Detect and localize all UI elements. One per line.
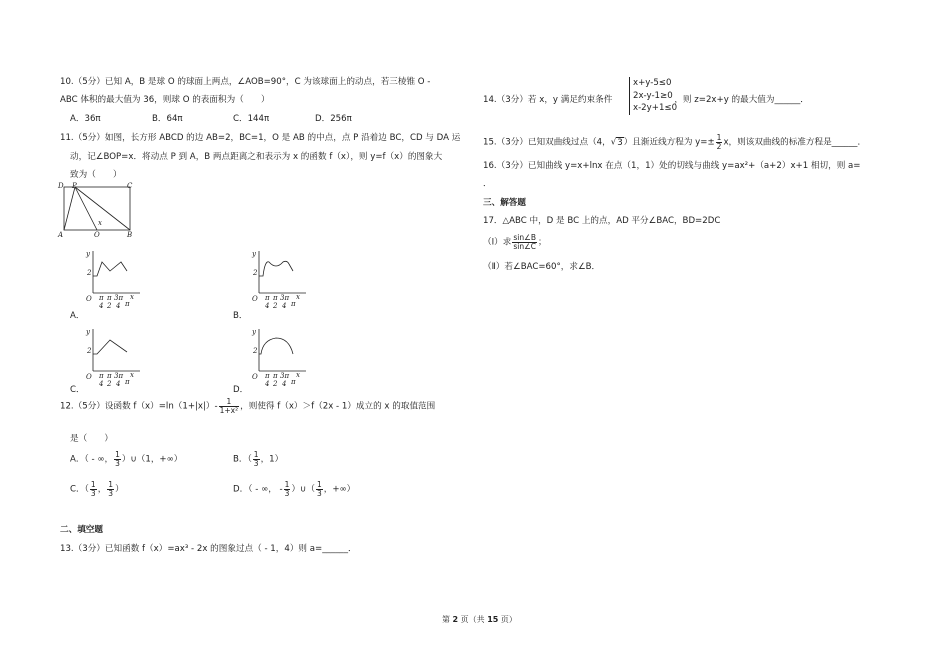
svg-text:O: O (252, 295, 258, 303)
svg-text:y: y (86, 250, 90, 258)
page-footer: 第 2 页（共 15 页） (442, 615, 517, 624)
q10-line2: ABC 体积的最大值为 36，则球 O 的表面积为（ ） (60, 95, 270, 105)
svg-text:2: 2 (273, 380, 278, 388)
label-p: P (72, 182, 77, 190)
svg-text:π: π (107, 294, 112, 302)
q11-label-c: C． (70, 385, 85, 395)
svg-text:2: 2 (273, 302, 278, 310)
svg-text:3π: 3π (280, 372, 290, 380)
svg-text:4: 4 (116, 302, 121, 310)
svg-text:π: π (99, 294, 104, 302)
svg-text:x: x (296, 371, 300, 379)
graph-option-a (84, 248, 148, 310)
q17-part2: （Ⅱ）若∠BAC=60°，求∠B． (483, 262, 601, 272)
svg-text:2: 2 (253, 347, 258, 355)
q12-option-d: D．（ - ∞， - $\frac{1}{3}$ ）∪（ $\frac{1}{3}$ ，+∞） (233, 480, 356, 498)
svg-text:2: 2 (87, 269, 92, 277)
label-o: O (94, 231, 100, 238)
svg-text:4: 4 (282, 302, 287, 310)
svg-text:y: y (252, 328, 256, 336)
label-a: A (58, 231, 64, 238)
svg-text:3π: 3π (114, 294, 124, 302)
label-d: D (58, 182, 64, 190)
svg-text:2: 2 (107, 380, 112, 388)
q15: 15.（3分）已知双曲线过点（4，√3）且渐近线方程为 y=± $\frac{1}{2}$ x，则该双曲线的标准方程是______． (483, 133, 867, 151)
label-c: C (127, 182, 133, 190)
svg-text:2: 2 (253, 269, 258, 277)
svg-text:4: 4 (116, 380, 121, 388)
q11-line2: 动，记∠BOP=x．将动点 P 到 A，B 两点距离之和表示为 x 的函数 f（x），则 y=f（x）的图象大 (70, 152, 443, 162)
q12-line1: 12.（5分）设函数 f（x）=ln（1+|x|）- $\frac{1}{\text{1+x²}}$ ，则使得 f（x）＞f（2x - 1）成立的 x 的取值范围 (60, 397, 436, 415)
svg-text:2: 2 (87, 347, 92, 355)
q16-line1: 16.（3分）已知曲线 y=x+lnx 在点（1，1）处的切线与曲线 y=ax²+（a+2）x+1 相切，则 a= (483, 161, 861, 171)
svg-text:y: y (86, 328, 90, 336)
q14-constraints: x+y-5≤0 2x-y-1≥0 x-2y+1≤0 (629, 77, 677, 115)
q10-option-d: D．256π (315, 114, 352, 124)
svg-text:π: π (125, 300, 130, 308)
svg-text:π: π (273, 294, 278, 302)
graph-option-c (84, 326, 148, 388)
q11-label-b: B． (233, 311, 248, 321)
svg-text:2: 2 (107, 302, 112, 310)
svg-text:π: π (265, 294, 270, 302)
svg-text:π: π (265, 372, 270, 380)
graph-option-d (250, 326, 314, 388)
q11-line3: 致为（ ） (70, 170, 122, 180)
q10-line1: 10.（5分）已知 A，B 是球 O 的球面上两点，∠AOB=90°，C 为该球面上的动点，若三棱锥 O - (60, 77, 431, 87)
svg-text:π: π (99, 372, 104, 380)
q12-option-c: C．（ $\frac{1}{3}$ ， $\frac{1}{3}$ ） (70, 480, 124, 498)
svg-text:3π: 3π (114, 372, 124, 380)
svg-text:O: O (252, 373, 258, 381)
q10-option-b: B．64π (152, 114, 183, 124)
rectangle-figure (56, 180, 140, 238)
svg-text:x: x (296, 293, 300, 301)
svg-text:x: x (130, 293, 134, 301)
svg-text:π: π (125, 378, 130, 386)
svg-text:y: y (252, 250, 256, 258)
q16-line2: ． (483, 179, 492, 189)
q10-option-c: C．144π (233, 114, 270, 124)
q17-line1: 17．△ABC 中，D 是 BC 上的点，AD 平分∠BAC，BD=2DC (483, 216, 721, 226)
svg-text:π: π (291, 300, 296, 308)
svg-text:O: O (86, 295, 92, 303)
svg-text:π: π (291, 378, 296, 386)
svg-text:4: 4 (282, 380, 287, 388)
q14: 14.（3分）若 x，y 满足约束条件 ，则 z=2x+y 的最大值为______． (483, 95, 809, 105)
q10-option-a: A．36π (70, 114, 101, 124)
q12-option-a: A．（ - ∞， $\frac{1}{3}$ ）∪（1，+∞） (70, 450, 183, 468)
svg-text:x: x (130, 371, 134, 379)
svg-text:4: 4 (265, 380, 270, 388)
graph-option-b (250, 248, 314, 310)
svg-text:4: 4 (265, 302, 270, 310)
section-fill-blank: 二、填空题 (60, 525, 103, 535)
svg-text:4: 4 (99, 302, 104, 310)
svg-text:4: 4 (99, 380, 104, 388)
svg-text:3π: 3π (280, 294, 290, 302)
q11-label-d: D． (233, 385, 249, 395)
svg-text:π: π (273, 372, 278, 380)
q12-option-b: B．（ $\frac{1}{3}$ ，1） (233, 450, 284, 468)
svg-text:O: O (86, 373, 92, 381)
q11-label-a: A． (70, 311, 85, 321)
q11-line1: 11.（5分）如图，长方形 ABCD 的边 AB=2，BC=1，O 是 AB 的中点，点 P 沿着边 BC，CD 与 DA 运 (60, 133, 461, 143)
q13: 13.（3分）已知函数 f（x）=ax³ - 2x 的图象过点（ - 1，4）则 a=______． (60, 544, 357, 554)
q17-part1: （Ⅰ）求 $\frac{\sin\angle B}{\sin\angle C}$ ； (483, 233, 547, 251)
label-b: B (127, 231, 133, 238)
label-x: x (98, 219, 102, 227)
svg-text:π: π (107, 372, 112, 380)
q12-line2: 是（ ） (70, 434, 113, 444)
section-solutions: 三、解答题 (483, 198, 526, 208)
